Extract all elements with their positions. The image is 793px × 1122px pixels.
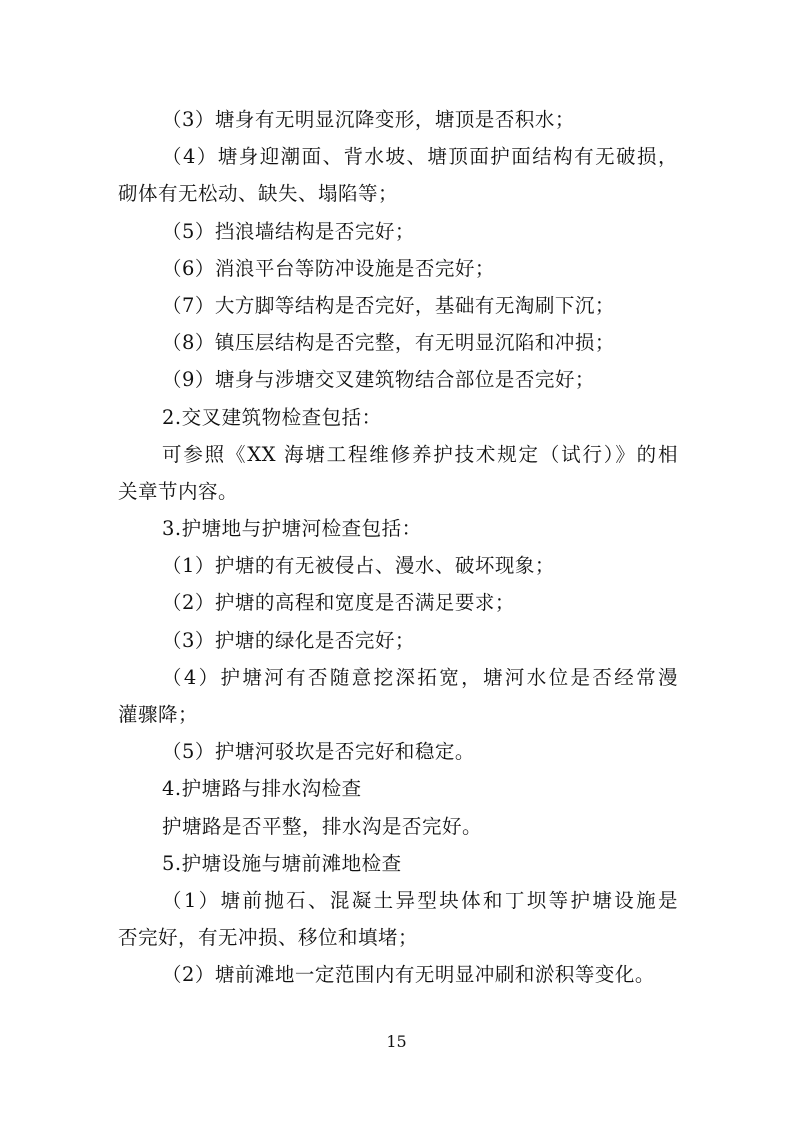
section-heading: 5.护塘设施与塘前滩地检查	[162, 851, 402, 875]
paragraph-line: （5）护塘河驳坎是否完好和稳定。	[162, 740, 475, 764]
paragraph-line: （5）挡浪墙结构是否完好；	[162, 219, 415, 243]
body-text	[118, 101, 678, 994]
paragraph-line: 砌体有无松动、缺失、塌陷等；	[118, 182, 399, 206]
section-heading: 2.交叉建筑物检查包括：	[162, 405, 382, 429]
paragraph-line: （6）消浪平台等防冲设施是否完好；	[162, 256, 495, 280]
paragraph-line: （2）护塘的高程和宽度是否满足要求；	[162, 591, 515, 615]
paragraph-line: （3）塘身有无明显沉降变形，塘顶是否积水；	[162, 108, 575, 131]
paragraph-line: （2）塘前滩地一定范围内有无明显冲刷和淤积等变化。	[162, 963, 655, 987]
section-heading: 4.护塘路与排水沟检查	[162, 777, 362, 801]
paragraph-line: （4）塘身迎潮面、背水坡、塘顶面护面结构有无破损，	[162, 145, 678, 169]
paragraph-line: （7）大方脚等结构是否完好，基础有无淘刷下沉；	[162, 293, 615, 317]
paragraph-line: 护塘路是否平整，排水沟是否完好。	[162, 814, 483, 838]
paragraph-line: （3）护塘的绿化是否完好；	[162, 628, 415, 652]
paragraph-line: 关章节内容。	[118, 479, 239, 503]
section-heading: 3.护塘地与护塘河检查包括：	[162, 517, 422, 541]
paragraph-line: （1）护塘的有无被侵占、漫水、破坏现象；	[162, 554, 555, 578]
paragraph-line: （4）护塘河有否随意挖深拓宽，塘河水位是否经常漫	[162, 665, 678, 689]
paragraph-line: （1）塘前抛石、混凝土异型块体和丁坝等护塘设施是	[162, 888, 678, 912]
paragraph-line: （8）镇压层结构是否完整，有无明显沉陷和冲损；	[162, 331, 615, 355]
paragraph-line: 可参照《XX 海塘工程维修养护技术规定（试行）》的相	[162, 442, 678, 466]
paragraph-line: （9）塘身与涉塘交叉建筑物结合部位是否完好；	[162, 368, 595, 392]
paragraph-line: 否完好，有无冲损、移位和填堵；	[118, 926, 419, 950]
paragraph-line: 灌骤降；	[118, 703, 199, 726]
page-number: 15	[386, 1032, 407, 1051]
